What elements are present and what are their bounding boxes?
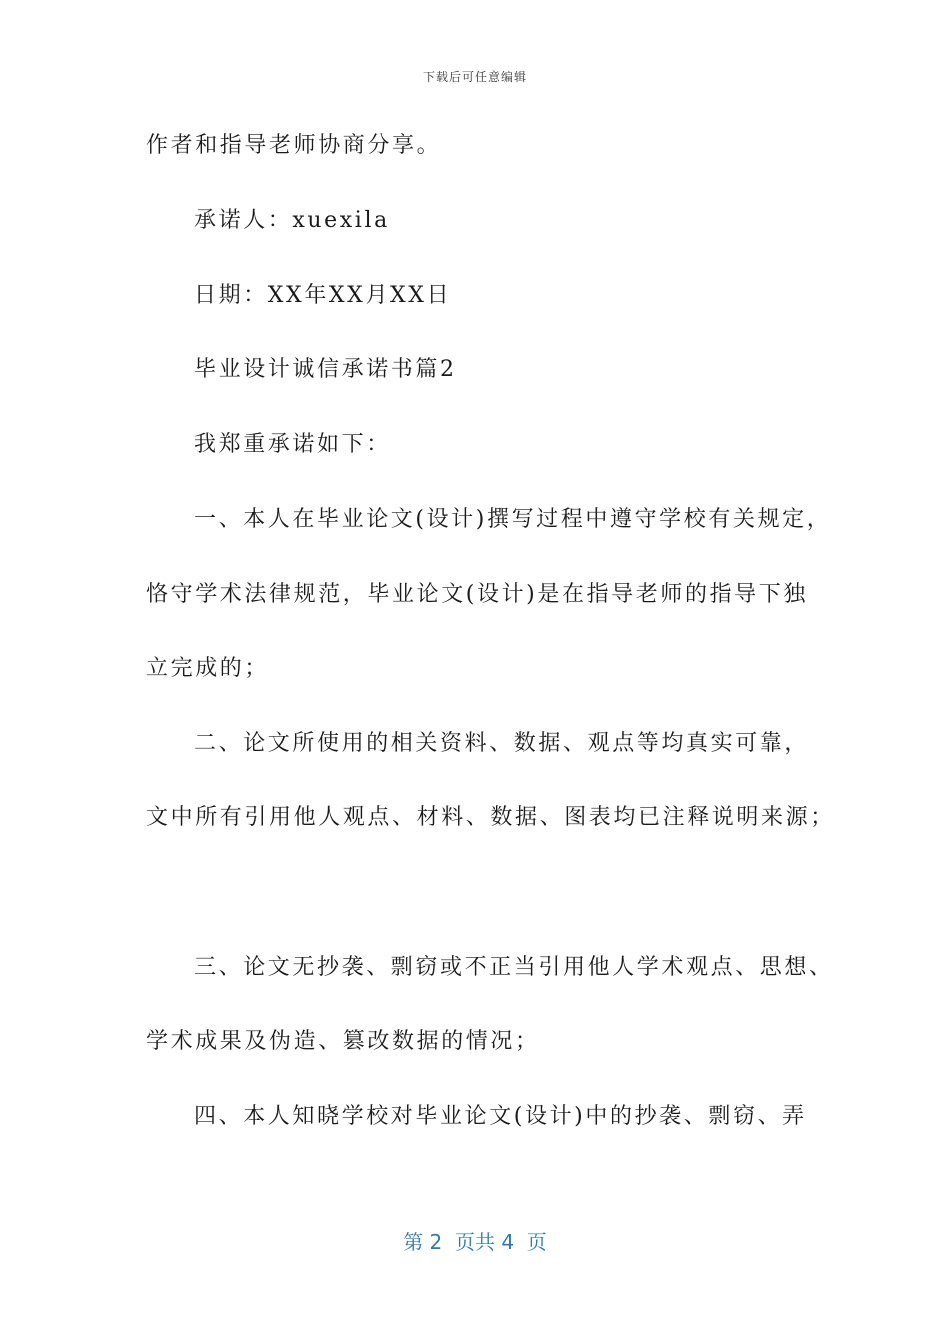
- header-note: 下载后可任意编辑: [422, 70, 527, 84]
- clause-4-line-1: 四、本人知晓学校对毕业论文(设计)中的抄袭、剽窃、弄: [194, 1104, 807, 1129]
- date-line: 日期：XX年XX月XX日: [194, 283, 452, 308]
- clause-2-line-1: 二、论文所使用的相关资料、数据、观点等均真实可靠，: [194, 731, 810, 756]
- clause-1-line-3: 立完成的；: [146, 656, 270, 681]
- clause-3-line-2: 学术成果及伪造、篡改数据的情况；: [146, 1029, 540, 1054]
- clause-1-line-1: 一、本人在毕业论文(设计)撰写过程中遵守学校有关规定，: [194, 507, 832, 532]
- signatory-line: 承诺人：xuexila: [194, 208, 390, 233]
- clause-3-line-1: 三、论文无抄袭、剽窃或不正当引用他人学术观点、思想、: [194, 955, 834, 980]
- pledge-intro: 我郑重承诺如下：: [194, 432, 391, 457]
- page-number-footer: 第 2 页共 4 页: [403, 1230, 547, 1254]
- clause-2-line-2: 文中所有引用他人观点、材料、数据、图表均已注释说明来源；: [146, 805, 835, 830]
- body-line-1: 作者和指导老师协商分享。: [146, 133, 442, 158]
- section-title: 毕业设计诚信承诺书篇2: [194, 357, 457, 382]
- clause-1-line-2: 恪守学术法律规范，毕业论文(设计)是在指导老师的指导下独: [146, 582, 808, 607]
